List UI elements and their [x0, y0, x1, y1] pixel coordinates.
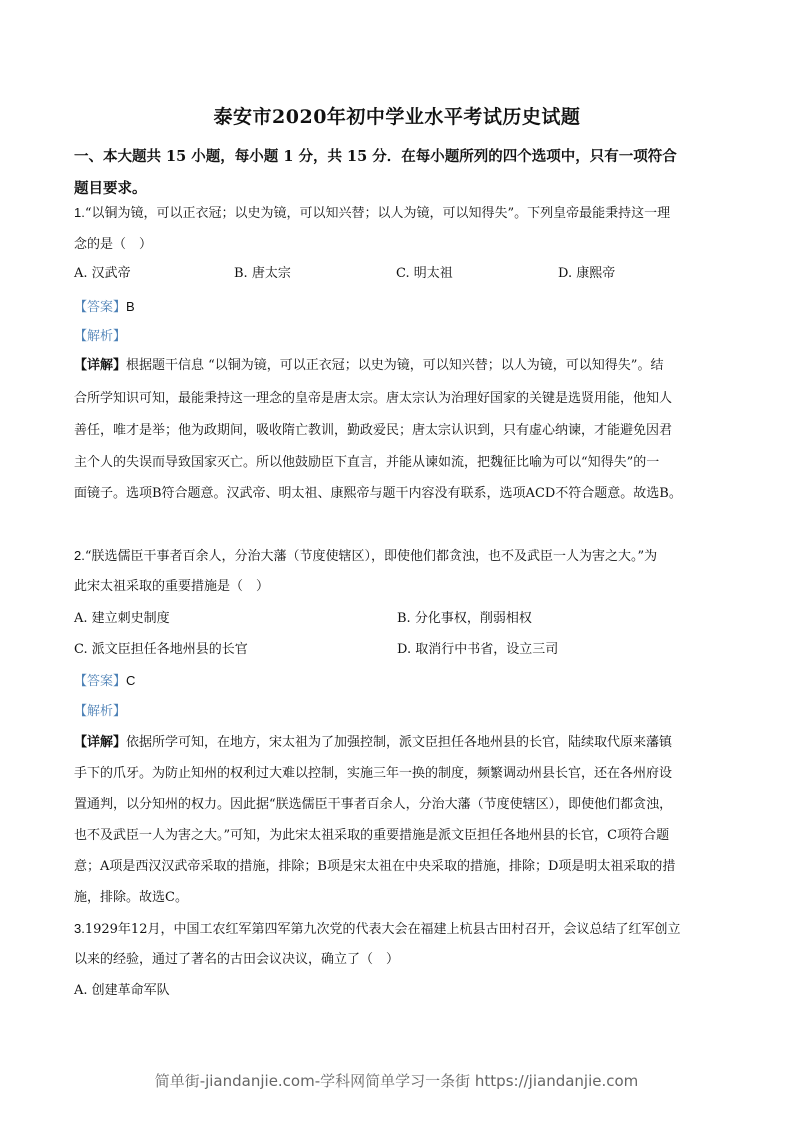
answer-line	[74, 298, 135, 317]
question-number: 1.	[74, 205, 85, 220]
answer-label: 【答案】	[74, 300, 127, 315]
answer-value: B	[126, 299, 135, 314]
option-d: D. 取消行中书省，设立三司	[397, 642, 559, 657]
detail-line: 面镜子。选项B符合题意。汉武帝、明太祖、康熙帝与题干内容没有联系，选项ACD不符合题意。故选B。	[74, 486, 682, 501]
watermark-footer: 简单街-jiandanjie.com-学科网简单学习一条街 https://jiandanjie.com	[154, 1072, 639, 1090]
question-stem-text: 1929年12月，中国工农红军第四军第九次党的代表大会在福建上杭县古田村召开，会议总结了红军创立	[84, 922, 681, 937]
option-a: A. 创建革命军队	[74, 983, 170, 998]
question-stem-line	[74, 920, 680, 939]
section-heading-line-2: 题目要求。	[74, 180, 147, 197]
answer-value: C	[126, 673, 136, 688]
question-stem-text: “朕选儒臣干事者百余人，分治大藩（节度使辖区），即使他们都贪浊，也不及武臣一人为害之大。”为	[84, 549, 658, 564]
detail-line: 也不及武臣一人为害之大。”可知，为此宋太祖采取的重要措施是派文臣担任各地州县的长官，C项符合题	[74, 828, 670, 843]
question-stem-line: 念的是（ ）	[74, 237, 153, 252]
detail-line: 善任，唯才是举；他为政期间，吸收隋亡教训，勤政爱民；唐太宗认识到，只有虚心纳谏，才能避免因君	[74, 423, 673, 438]
detail-line	[74, 734, 672, 752]
option-a: A. 建立刺史制度	[74, 611, 170, 626]
detail-line: 意；A项是西汉汉武帝采取的措施，排除；B项是宋太祖在中央采取的措施，排除；D项是明太祖采取的措	[74, 859, 676, 874]
analysis-label: 【解析】	[74, 704, 127, 719]
detail-line: 主个人的失误而导致国家灭亡。所以他鼓励臣下直言，并能从谏如流，把魏征比喻为可以“知得失”的一	[74, 455, 660, 470]
detail-line: 手下的爪牙。为防止知州的权利过大难以控制，实施三年一换的制度，频繁调动州县长官，还在各州府设	[74, 766, 673, 781]
answer-line	[74, 672, 135, 691]
answer-label: 【答案】	[74, 674, 127, 689]
detail-line: 合所学知识可知，最能秉持这一理念的皇帝是唐太宗。唐太宗认为治理好国家的关键是选贤用能，他知人	[74, 391, 673, 406]
question-stem-line: 以来的经验，通过了著名的古田会议决议，确立了（ ）	[74, 952, 400, 967]
document-title: 泰安市2020年初中学业水平考试历史试题	[213, 106, 581, 128]
detail-label: 【详解】	[74, 735, 127, 750]
detail-label: 【详解】	[74, 358, 127, 373]
option-b: B. 分化事权，削弱相权	[397, 611, 532, 626]
option-c: C. 派文臣担任各地州县的长官	[74, 642, 248, 657]
question-stem-line: 此宋太祖采取的重要措施是（ ）	[74, 579, 270, 594]
option-c: C. 明太祖	[396, 266, 453, 281]
detail-text: 根据题干信息 “以铜为镜，可以正衣冠；以史为镜，可以知兴替；以人为镜，可以知得失”。结	[126, 358, 664, 373]
detail-line: 施，排除。故选C。	[74, 890, 188, 905]
option-a: A. 汉武帝	[74, 266, 131, 281]
section-heading	[74, 141, 720, 205]
question-stem-line	[74, 204, 670, 223]
detail-line: 置通判，以分知州的权力。因此据“朕选儒臣干事者百余人，分治大藩（节度使辖区），即使他们都贪浊，	[74, 797, 673, 812]
question-number: 3.	[74, 921, 85, 936]
analysis-label: 【解析】	[74, 329, 127, 344]
option-d: D. 康熙帝	[558, 266, 616, 281]
question-stem-line	[74, 547, 657, 566]
detail-text: 依据所学可知，在地方，宋太祖为了加强控制，派文臣担任各地州县的长官，陆续取代原来藩镇	[126, 735, 673, 750]
option-b: B. 唐太宗	[234, 266, 291, 281]
question-number: 2.	[74, 548, 85, 563]
section-heading-line-1: 一、本大题共 15 小题，每小题 1 分，共 15 分．在每小题所列的四个选项中，只有一项符合	[74, 148, 677, 165]
question-stem-text: “以铜为镜，可以正衣冠；以史为镜，可以知兴替；以人为镜，可以知得失”。下列皇帝最能秉持这一理	[84, 206, 671, 221]
detail-line	[74, 357, 663, 375]
